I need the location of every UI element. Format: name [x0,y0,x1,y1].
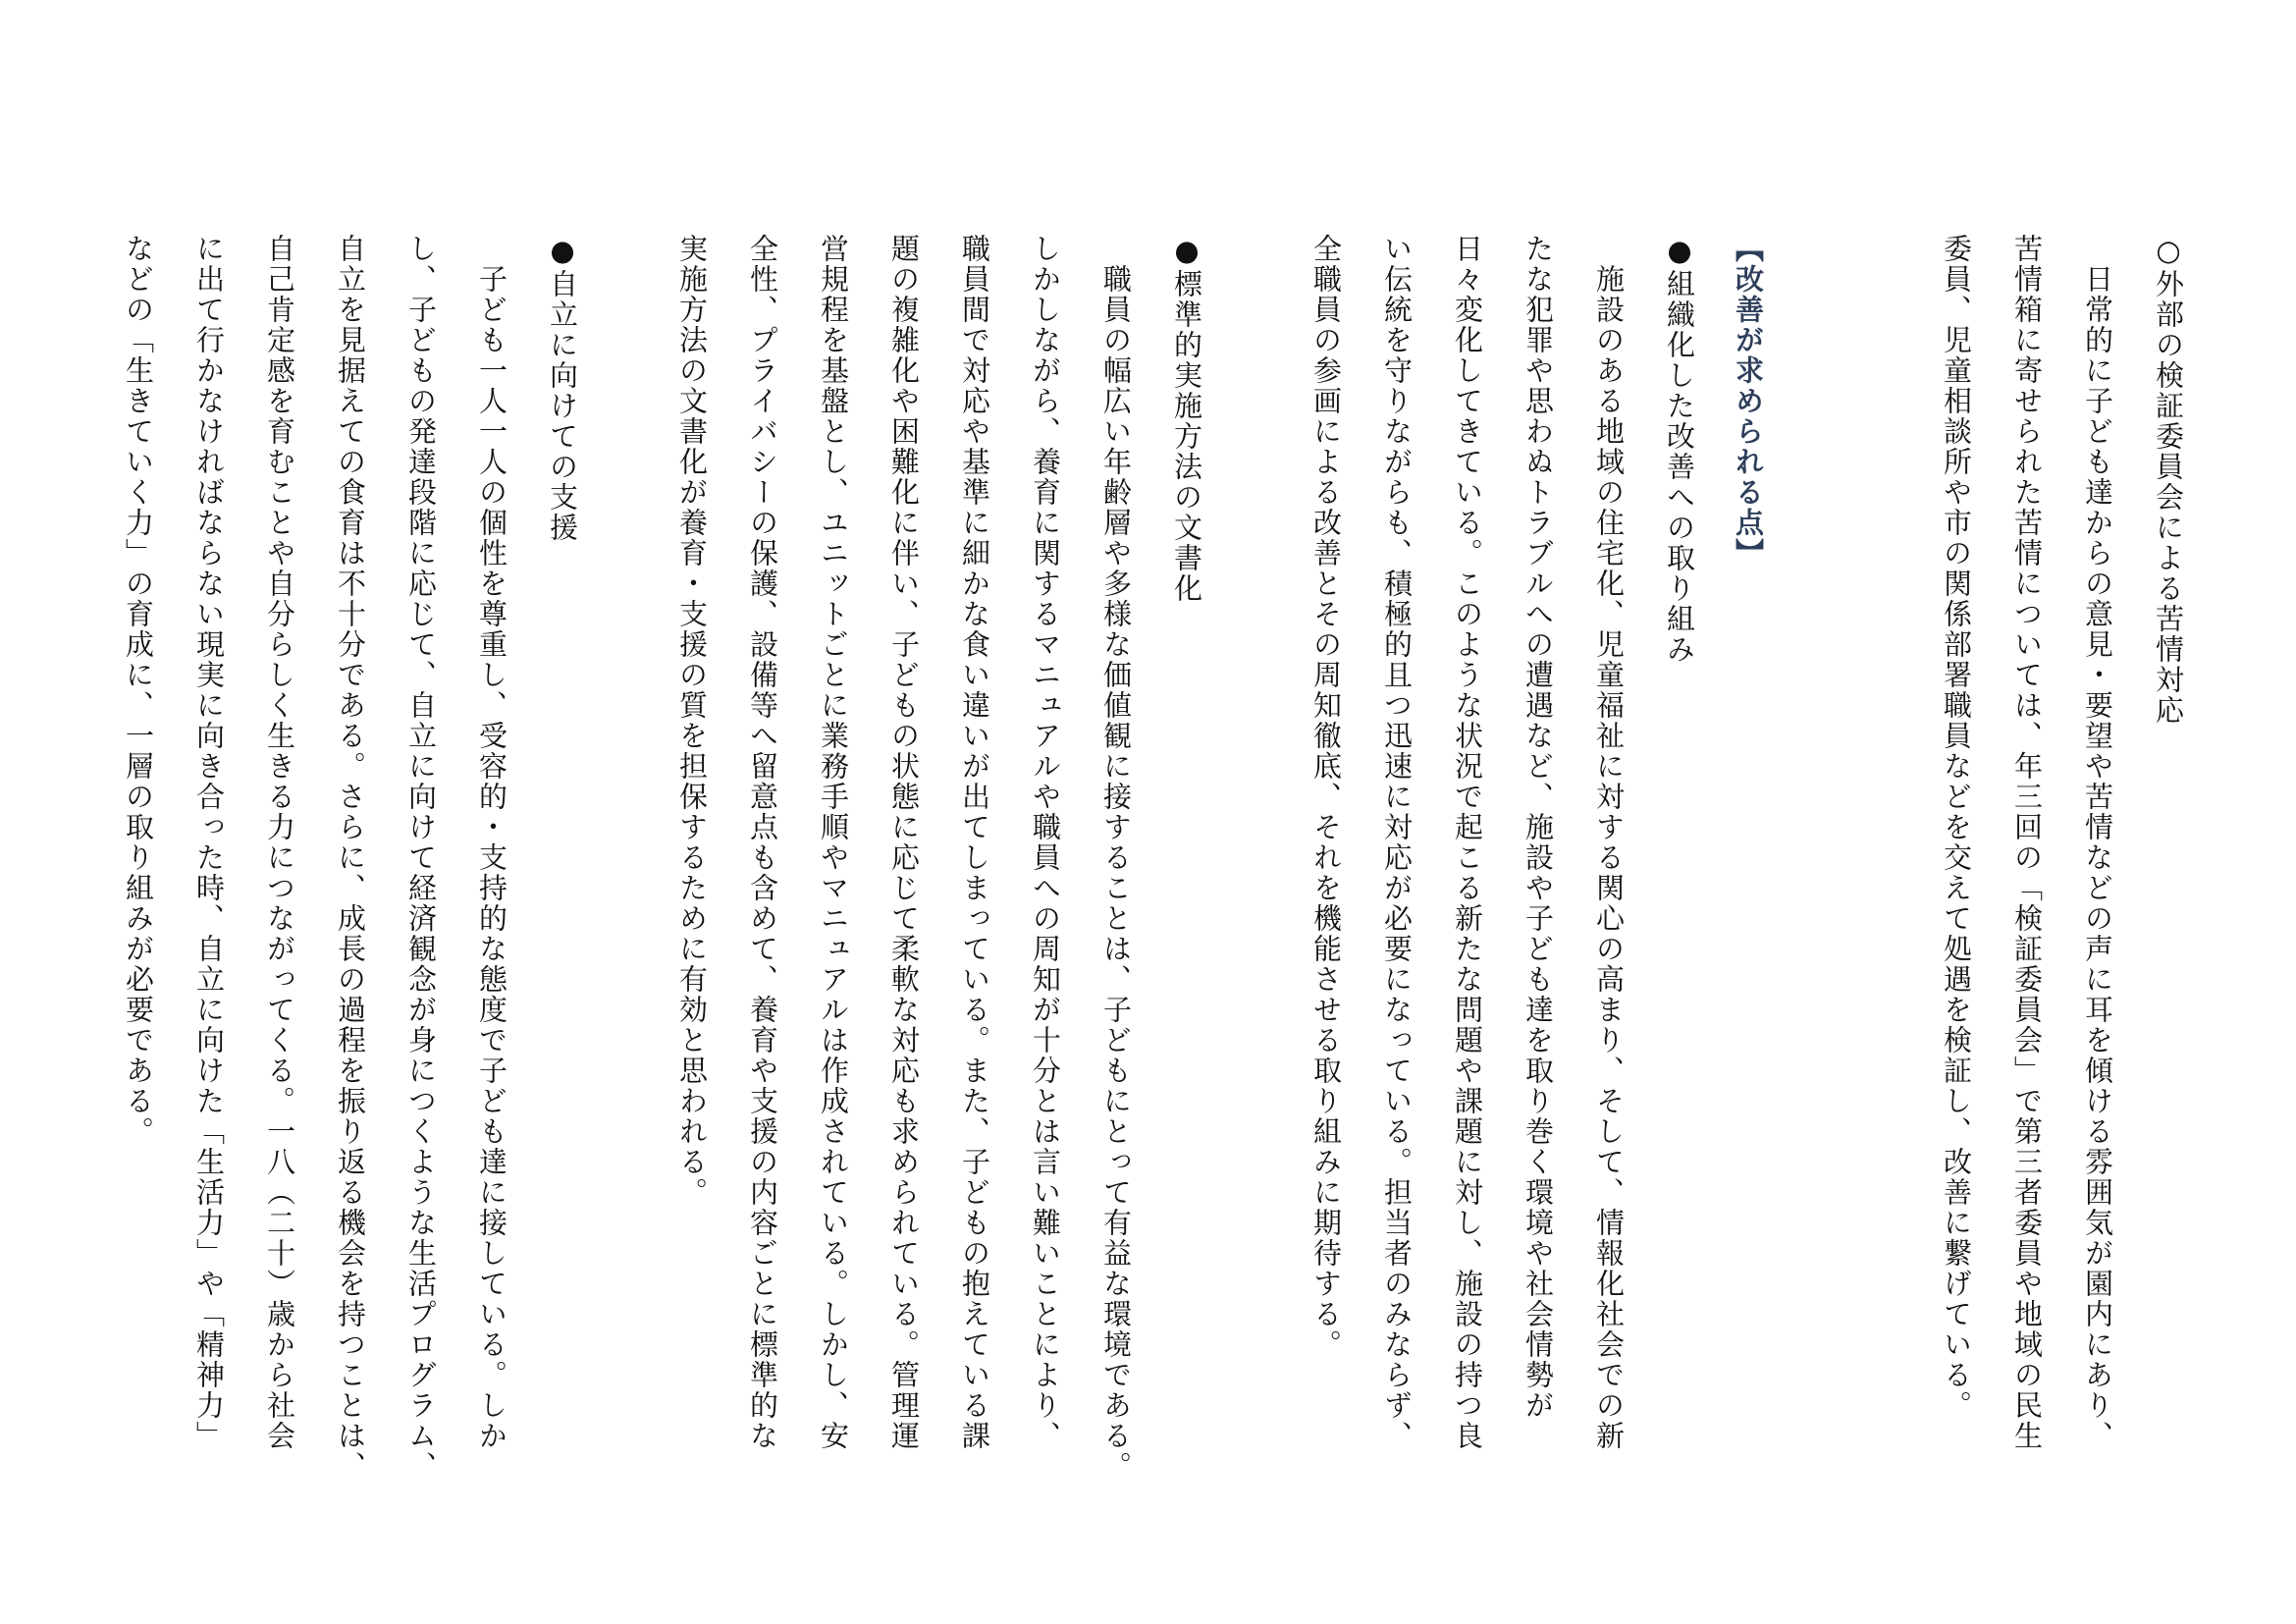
paragraph-line: 職員間で対応や基準に細かな食い違いが出てしまっている。また、子どもの抱えている課 [958,234,991,1451]
paragraph-line: 施設のある地域の住宅化、児童福祉に対する関心の高まり、そして、情報化社会での新 [1592,234,1626,1451]
paragraph-line: 自立を見据えての食育は不十分である。さらに、成長の過程を振り返る機会を持つことは、 [334,234,367,1482]
paragraph-line: し、子どもの発達段階に応じて、自立に向けて経済観念が身につくような生活プログラム、 [404,234,438,1482]
paragraph-line: 自己肯定感を育むことや自分らしく生きる力につながってくる。一八（二十）歳から社会 [263,234,296,1451]
paragraph-line: 日々変化してきている。このような状況で起こる新たな問題や課題に対し、施設の持つ良 [1451,234,1484,1451]
paragraph-line: しかしながら、養育に関するマニュアルや職員への周知が十分とは言い難いことにより、 [1029,234,1062,1451]
paragraph-line: 全性、プライバシーの保護、設備等へ留意点も含めて、養育や支援の内容ごとに標準的な [746,234,779,1451]
section-title-organized-improvement: ●組織化した改善への取り組み [1663,234,1696,665]
improvement-heading: 【改善が求められる点】 [1732,234,1765,568]
paragraph-line: 苦情箱に寄せられた苦情については、年三回の「検証委員会」で第三者委員や地域の民生 [2010,234,2044,1451]
paragraph-line: などの「生きていく力」の育成に、一層の取り組みが必要である。 [122,234,155,1147]
paragraph-line: 営規程を基盤とし、ユニットごとに業務手順やマニュアルは作成されている。しかし、安 [817,234,850,1451]
paragraph-line: い伝統を守りながらも、積極的且つ迅速に対応が必要になっている。担当者のみならず、 [1380,234,1414,1451]
paragraph-line: 子ども一人一人の個性を尊重し、受容的・支持的な態度で子ども達に接している。しか [475,234,508,1451]
paragraph-line: 実施方法の文書化が養育・支援の質を担保するために有効と思われる。 [675,234,709,1208]
section-title-external-committee: ○外部の検証委員会による苦情対応 [2152,234,2185,726]
paragraph-line: 日常的に子ども達からの意見・要望や苦情などの声に耳を傾ける雰囲気が園内にあり、 [2081,234,2114,1451]
section-title-independence-support: ●自立に向けての支援 [546,234,579,543]
section-title-standard-practice: ●標準的実施方法の文書化 [1170,234,1203,604]
paragraph-line: 題の複雑化や困難化に伴い、子どもの状態に応じて柔軟な対応も求められている。管理運 [887,234,921,1451]
paragraph-line: に出て行かなければならない現実に向き合った時、自立に向けた「生活力」や「精神力」 [192,234,226,1451]
paragraph-line: 全職員の参画による改善とその周知徹底、それを機能させる取り組みに期待する。 [1309,234,1343,1360]
paragraph-line: 委員、児童相談所や市の関係部署職員などを交えて処遇を検証し、改善に繋げている。 [1940,234,1973,1421]
paragraph-line: たな犯罪や思わぬトラブルへの遭遇など、施設や子ども達を取り巻く環境や社会情勢が [1522,234,1555,1421]
paragraph-line: 職員の幅広い年齢層や多様な価値観に接することは、子どもにとって有益な環境である。 [1099,234,1133,1482]
